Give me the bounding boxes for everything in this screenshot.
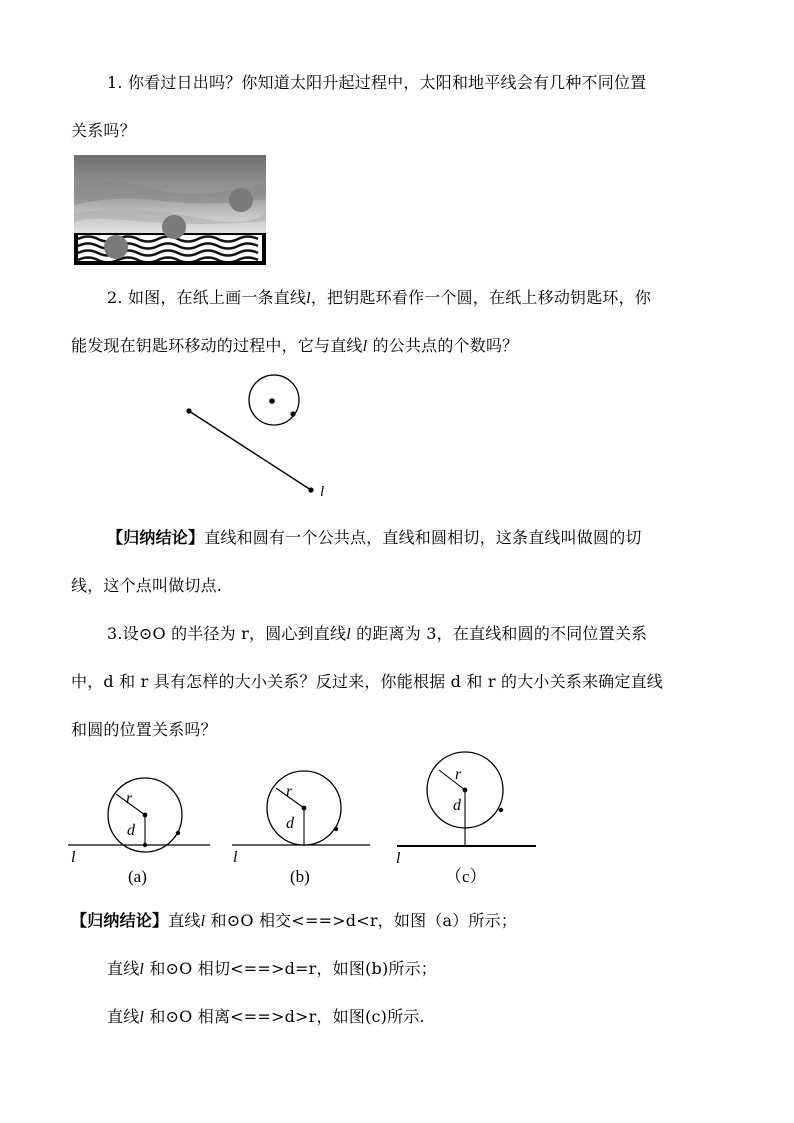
conclusion2-row2: 直线l 和⊙O 相切<==>d=r，如图(b)所示； [107, 959, 438, 978]
conclusion2-row3: 直线l 和⊙O 相离<==>d>r，如图(c)所示. [107, 1007, 425, 1026]
conclusion1-line1: 【归纳结论】直线和圆有一个公共点，直线和圆相切，这条直线叫做圆的切 [107, 528, 642, 547]
q1-line1: 1. 你看过日出吗？你知道太阳升起过程中，太阳和地平线会有几种不同位置 [107, 73, 647, 92]
conclusion-tag: 【归纳结论】 [71, 911, 169, 930]
italic-l: l [200, 913, 206, 930]
radius-label: r [286, 783, 293, 800]
figure-c [393, 740, 543, 890]
q3-line2: 中，d 和 r 具有怎样的大小关系？反过来，你能根据 d 和 r 的大小关系来确定直线 [71, 672, 663, 691]
conclusion2-row1: 【归纳结论】直线l 和⊙O 相交<==>d<r，如图（a）所示； [71, 911, 518, 930]
italic-l: l [139, 1009, 145, 1026]
figure-caption: （c） [445, 867, 487, 886]
sun-below-horizon [104, 235, 128, 259]
keyring-figure [170, 370, 340, 505]
distance-label: d [127, 822, 135, 839]
italic-l: l [346, 626, 351, 643]
distance-label: d [453, 797, 461, 814]
q2-line1: 2. 如图，在纸上画一条直线l，把钥匙环看作一个圆，在纸上移动钥匙环，你 [107, 288, 652, 307]
line-l-label: l [71, 849, 76, 866]
radius-label: r [126, 790, 133, 807]
sunrise-image [74, 155, 266, 265]
q2-line2: 能发现在钥匙环移动的过程中，它与直线l 的公共点的个数吗？ [71, 336, 519, 355]
distance-label: d [286, 815, 294, 832]
radius-label: r [455, 766, 462, 783]
italic-l: l [362, 338, 368, 355]
q3-line1: 3.设⊙O 的半径为 r，圆心到直线l 的距离为 3，在直线和圆的不同位置关系 [107, 624, 648, 643]
sun-on-horizon [162, 215, 186, 239]
italic-l: l [306, 290, 311, 307]
line-l-label: l [396, 850, 401, 867]
line-l-label: l [233, 849, 238, 866]
figure-a [68, 760, 213, 890]
figure-caption: (a) [128, 867, 147, 886]
q3-line3: 和圆的位置关系吗？ [71, 720, 217, 739]
q1-line2: 关系吗？ [71, 121, 136, 140]
line-l-label: l [320, 484, 325, 500]
sun-above-horizon [229, 188, 253, 212]
figure-caption: (b) [290, 867, 310, 886]
figure-b [228, 760, 373, 890]
conclusion-tag: 【归纳结论】 [107, 528, 205, 547]
conclusion1-line2: 线，这个点叫做切点. [71, 576, 223, 595]
italic-l: l [139, 961, 145, 978]
